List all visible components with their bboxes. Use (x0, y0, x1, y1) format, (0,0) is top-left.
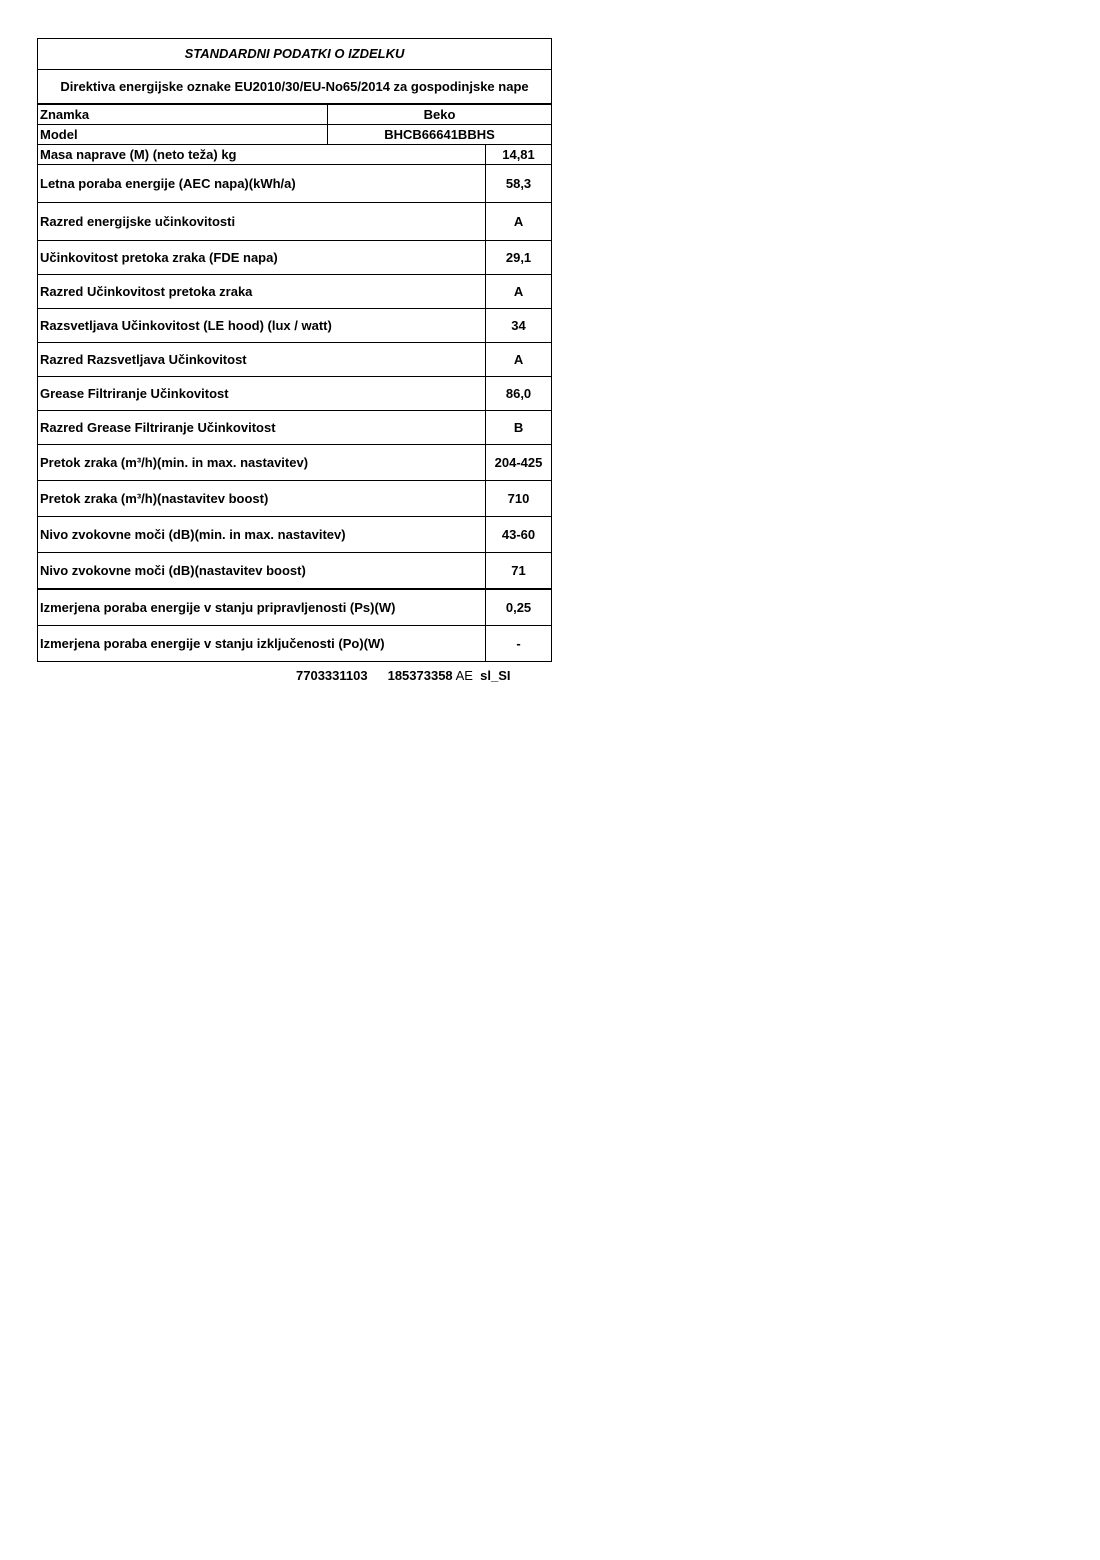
row-value: B (486, 411, 552, 445)
footer-suffix: AE (455, 668, 473, 683)
table-row (38, 411, 552, 445)
row-value: 204-425 (486, 445, 552, 481)
product-data-sheet (37, 38, 551, 662)
brand-label: Znamka (38, 104, 328, 125)
table-row (38, 241, 552, 275)
table-row (38, 553, 552, 590)
table-row-brand (38, 104, 552, 125)
table-row (38, 343, 552, 377)
table-row-model (38, 125, 552, 145)
table-row (38, 165, 552, 203)
row-value: A (486, 275, 552, 309)
row-label: Razred energijske učinkovitosti (38, 203, 486, 241)
model-label: Model (38, 125, 328, 145)
row-label: Nivo zvokovne moči (dB)(nastavitev boost) (38, 553, 486, 590)
row-value: 710 (486, 481, 552, 517)
row-value: 0,25 (486, 589, 552, 626)
row-value: 86,0 (486, 377, 552, 411)
footer-code-2: 185373358 (387, 668, 453, 683)
row-value: 58,3 (486, 165, 552, 203)
table-row (38, 275, 552, 309)
row-label: Izmerjena poraba energije v stanju pripravljenosti (Ps)(W) (38, 589, 486, 626)
table-row (38, 309, 552, 343)
table-row (38, 481, 552, 517)
row-value: 71 (486, 553, 552, 590)
row-label: Pretok zraka (m³/h)(min. in max. nastavitev) (38, 445, 486, 481)
row-value: A (486, 343, 552, 377)
row-label: Učinkovitost pretoka zraka (FDE napa) (38, 241, 486, 275)
sheet-title: STANDARDNI PODATKI O IZDELKU (38, 39, 552, 70)
table-row (38, 517, 552, 553)
table-row (38, 445, 552, 481)
row-value: 14,81 (486, 145, 552, 165)
row-label: Razsvetljava Učinkovitost (LE hood) (lux / watt) (38, 309, 486, 343)
row-value: 43-60 (486, 517, 552, 553)
row-label: Nivo zvokovne moči (dB)(min. in max. nastavitev) (38, 517, 486, 553)
table-row (38, 203, 552, 241)
row-value: - (486, 626, 552, 662)
row-value: A (486, 203, 552, 241)
model-value: BHCB66641BBHS (328, 125, 552, 145)
row-label: Izmerjena poraba energije v stanju izključenosti (Po)(W) (38, 626, 486, 662)
row-label: Razred Učinkovitost pretoka zraka (38, 275, 486, 309)
row-label: Razred Razsvetljava Učinkovitost (38, 343, 486, 377)
table-row (38, 145, 552, 165)
footer-code-1: 7703331103 (296, 668, 368, 683)
row-label: Masa naprave (M) (neto teža) kg (38, 145, 486, 165)
row-label: Letna poraba energije (AEC napa)(kWh/a) (38, 165, 486, 203)
table-row (38, 589, 552, 626)
row-label: Grease Filtriranje Učinkovitost (38, 377, 486, 411)
product-data-table (37, 38, 552, 662)
table-row (38, 626, 552, 662)
brand-value: Beko (328, 104, 552, 125)
document-footer (296, 668, 511, 683)
footer-locale: sl_SI (480, 668, 511, 683)
row-value: 29,1 (486, 241, 552, 275)
directive-text: Direktiva energijske oznake EU2010/30/EU-No65/2014 za gospodinjske nape (38, 70, 552, 105)
row-value: 34 (486, 309, 552, 343)
row-label: Pretok zraka (m³/h)(nastavitev boost) (38, 481, 486, 517)
table-row (38, 377, 552, 411)
row-label: Razred Grease Filtriranje Učinkovitost (38, 411, 486, 445)
